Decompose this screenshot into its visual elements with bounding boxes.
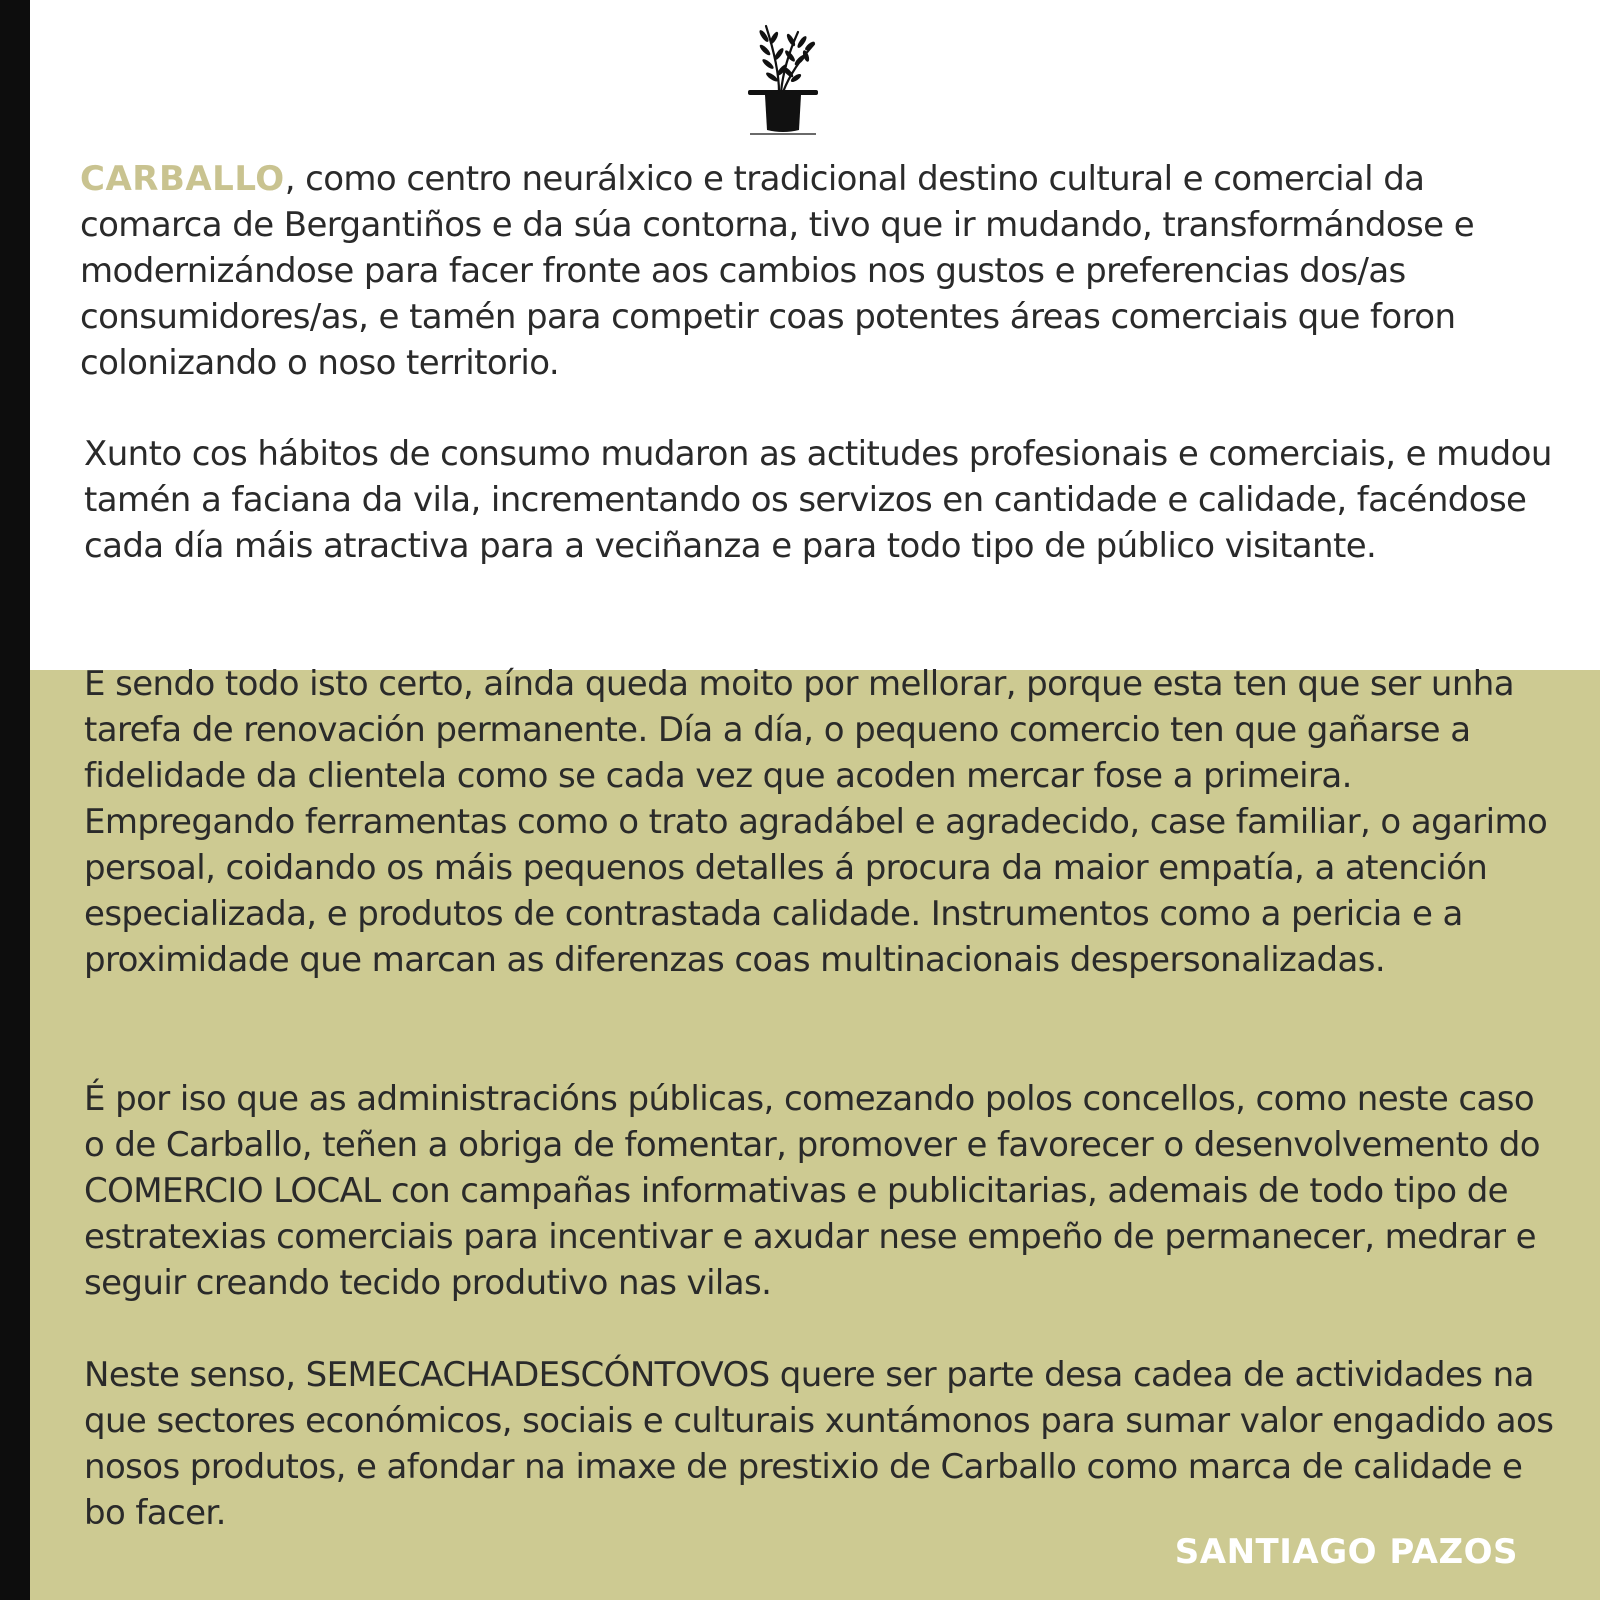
paragraph-improvement: E sendo todo isto certo, aínda queda moito por mellorar, porque esta ten que ser unha tarefa de renovación permanente. Día a día, o pequeno comercio ten que gañarse a fidelidade da clientela como se cada vez que acoden mercar fose a primeira. Empregando ferramentas como o trato agradábel e agradecido, case familiar, o agarimo persoal, coidando os máis pequenos detalles á procura da maior empatía, a atención especializada, e produtos de contrastada calidade. Instrumentos como a pericia e a proximidade que marcan as diferenzas coas multinacionais despersonalizadas. [84, 664, 1548, 980]
paragraph-habits: Xunto cos hábitos de consumo mudaron as actitudes profesionais e comerciais, e mudou tamén a faciana da vila, incrementando os servizos en cantidade e calidade, facéndose cada día máis atractiva para a veciñanza e para todo tipo de público visitante. [84, 434, 1552, 566]
intro-paragraph [80, 156, 1550, 386]
carballo-highlight: CARBALLO [80, 159, 285, 199]
plant-in-top-hat-icon [748, 22, 818, 138]
author-signature: SANTIAGO PAZOS [1174, 1532, 1518, 1572]
intro-paragraph-text: , como centro neurálxico e tradicional destino cultural e comercial da comarca de Bergantiños e da súa contorna, tivo que ir mudando, transformándose e modernizándose para facer fronte aos cambios nos gustos e preferencias dos/as consumidores/as, e tamén para competir coas potentes áreas comerciais que foron colonizando o noso territorio. [80, 159, 1475, 383]
paragraph-administrations: É por iso que as administracións públicas, comezando polos concellos, como neste caso o de Carballo, teñen a obriga de fomentar, promover e favorecer o desenvolvemento do COMERCIO LOCAL con campañas informativas e publicitarias, ademais de todo tipo de estratexias comerciais para incentivar e axudar nese empeño de permanecer, medrar e seguir creando tecido produtivo nas vilas. [84, 1079, 1540, 1303]
paragraph-semecacha: Neste senso, SEMECACHADESCÓNTOVOS quere ser parte desa cadea de actividades na que sectores económicos, sociais e culturais xuntámonos para sumar valor engadido aos nosos produtos, e afondar na imaxe de prestixio de Carballo como marca de calidade e bo facer. [84, 1355, 1554, 1533]
left-border-strip [0, 0, 30, 1600]
